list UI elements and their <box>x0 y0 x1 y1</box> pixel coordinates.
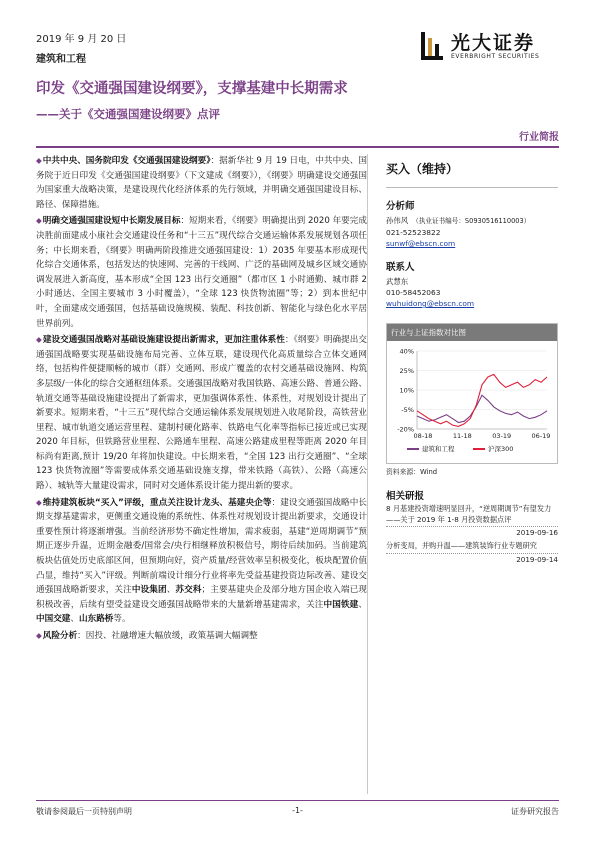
diamond-bullet-icon: ◆ <box>36 216 42 226</box>
analyst-email-link[interactable]: sunwf@ebscn.com <box>386 239 456 248</box>
company-logo <box>419 26 557 70</box>
contact-phone: 010-58452063 <box>386 288 441 297</box>
sidebar <box>386 154 558 568</box>
series-line-1 <box>417 395 547 422</box>
logo-mark-icon <box>419 30 445 62</box>
paragraph-1: ◆中共中央、国务院印发《交通强国建设纲要》：据新华社 9 月 19 日电，中共中央、国务院于近日印发《交通强国建设纲要》（下文建成《纲要》），《纲要》明确建设交通强国为国家重大战略决策，是建设现代化经济体系的先行领域，并明确交通强国建设目标、路径、保障措施。 <box>36 156 367 210</box>
y-tick-label: 10% <box>399 386 414 395</box>
contact-email-link[interactable]: wuhuidong@ebscn.com <box>386 299 475 308</box>
x-tick-label: 06-19 <box>531 432 551 440</box>
report-type: 行业简报 <box>519 132 559 143</box>
logo-text-cn: 光大证券 <box>451 32 536 54</box>
chart-title: 行业与上证指数对比图 <box>387 324 557 341</box>
report-subtitle: ——关于《交通强国建设纲要》点评 <box>36 107 220 121</box>
comparison-chart-box <box>386 323 558 464</box>
paragraph-2: ◆明确交通强国建设短中长期发展目标：短期来看，《纲要》明确提出到 2020 年要完成决胜前面建成小康社会交通建设任务和“十三五”现代综合交通运输体系发展规划各项任务；中长期来看，《纲要》明确两阶段推进交通强国建设：1）2035 年要基本形成现代化综合交通体系，包括发达的快速网、完善的干线网、广泛的基础网及城乡区域交通协调发展进入新高度，基本形成“全国 123 出行交通圈”（都市区 1 小时通勤、城市群 2 小时通达、全国主要城市 3 小时覆盖），“全球 123 快货物流圈”等；2）到本世纪中叶，全面建成交通强国，包括基础设施规模、装配、科技创新、智能化与绿色化水平居世界前列。 <box>36 216 367 329</box>
related-research-date: 2019-09-16 <box>386 526 558 537</box>
report-title: 印发《交通强国建设纲要》，支撑基建中长期需求 <box>36 81 348 97</box>
y-tick-label: 25% <box>399 367 414 375</box>
footer-disclaimer: 敬请参阅最后一页特别声明 <box>36 807 132 816</box>
x-tick-label: 11-18 <box>452 432 472 440</box>
title-divider <box>36 146 559 148</box>
y-tick-label: 40% <box>399 347 414 356</box>
logo-text-en: EVERBRIGHT SECURITIES <box>451 53 540 60</box>
analyst-heading: 分析师 <box>386 201 415 212</box>
rating: 买入（维持） <box>386 160 558 188</box>
industry-label: 建筑和工程 <box>36 54 86 65</box>
comparison-line-chart <box>387 341 557 459</box>
analyst-name-line: 孙伟风 （执业证书编号：S0930516110003） <box>386 216 531 225</box>
x-tick-label: 08-18 <box>413 432 433 440</box>
footer-divider <box>36 800 559 801</box>
related-research-item[interactable] <box>386 541 558 564</box>
diamond-bullet-icon: ◆ <box>36 497 42 507</box>
diamond-bullet-icon: ◆ <box>36 156 42 165</box>
legend-label: 沪深300 <box>488 445 514 453</box>
paragraph-3: ◆建设交通强国战略对基础设施建设提出新需求，更加注重体系性：《纲要》明确提出交通强国战略要实现基础设施布局完善、立体互联，建设现代化高质量综合立体交通网络，包括构件便捷顺畅的城市（群）交通网、形成广覆盖的农村交通基础设施网、构筑多层级/一体化的综合交通枢纽体系。交通强国战略对我国铁路、高速公路、普通公路、轨道交通等基础设施建设提出了新需求，更加强调体系性、体系性，对规划设计提出了新要求。短期来看，“十三五”现代综合交通运输体系发展规划进入收尾阶段，高铁营业里程、城市轨道交通运营里程、建制村硬化路率、铁路电气化率等指标已接近或已实现 2020 年目标，但铁路营业里程、公路通车里程、高速公路建成里程等距离 2020 年目标尚有距离,预计 19/20 年将加快建设。中长期来看，“全国 123 出行交通圈”、“全球 123 快货物流圈”等需要成体系交通基础设施支撑，带来铁路（高铁）、公路（高速公路）、城轨等大量建设需求，同时对交通体系设计能力提出新的要求。 <box>36 335 367 492</box>
related-research-title[interactable]: 分析变局，并购升温——建筑装饰行业专题研究 <box>386 541 537 551</box>
paragraph-4: ◆维持建筑板块“买入”评级，重点关注设计龙头、基建央企等：建设交通强国战略中长期支撑基建需求，更侧重交通设施的系统性、体系性对规划设计提出新要求，交通设计重要性预计将逐渐增强。当前经济形势不确定性增加，需求疲弱，基建“逆周期调节”预期正逐步升温，近期金融委/国常会/央行相继释放积极信号，期待后续加码。当前建筑板块估值处历史底部区间，但预期向好，资产质量/经营效率呈积极变化，板块配置价值凸显，维持“买入”评级。判断前端设计细分行业将率先受益基建投资边际改善、建设交通强国战略新要求，关注中设集团、苏交科；主要基建央企及部分地方国企收入端已现积极改善，后续有望受益建设交通强国战略带来的大量新增基建需求，关注中国铁建、中国交建、山东路桥等。 <box>36 497 367 625</box>
diamond-bullet-icon: ◆ <box>36 335 42 345</box>
x-tick-label: 03-19 <box>492 432 512 440</box>
paragraph-5: ◆风险分析：因投、社融增速大幅放缓，政策基调大幅调整 <box>36 631 258 641</box>
main-content <box>36 154 368 794</box>
related-research-title[interactable]: 8 月基建投资增速明显回升，“逆周期调节”有望发力——关于 2019 年 1-8 月投资数据点评 <box>386 504 552 524</box>
legend-label: 建筑和工程 <box>422 445 455 453</box>
report-date: 2019 年 9 月 20 日 <box>36 34 127 45</box>
related-research-heading: 相关研报 <box>386 491 425 502</box>
page-number: -1- <box>292 806 303 815</box>
diamond-bullet-icon: ◆ <box>36 631 42 640</box>
related-research-item[interactable] <box>386 504 558 537</box>
y-tick-label: -20% <box>397 425 414 434</box>
contact-heading: 联系人 <box>386 262 415 273</box>
analyst-phone: 021-52523822 <box>386 228 441 237</box>
footer-report-label: 证券研究报告 <box>511 807 559 816</box>
contact-name: 武慧东 <box>386 277 409 286</box>
chart-source: 资料来源：Wind <box>386 468 438 476</box>
y-tick-label: -5% <box>401 406 414 414</box>
related-research-date: 2019-09-14 <box>386 553 558 564</box>
